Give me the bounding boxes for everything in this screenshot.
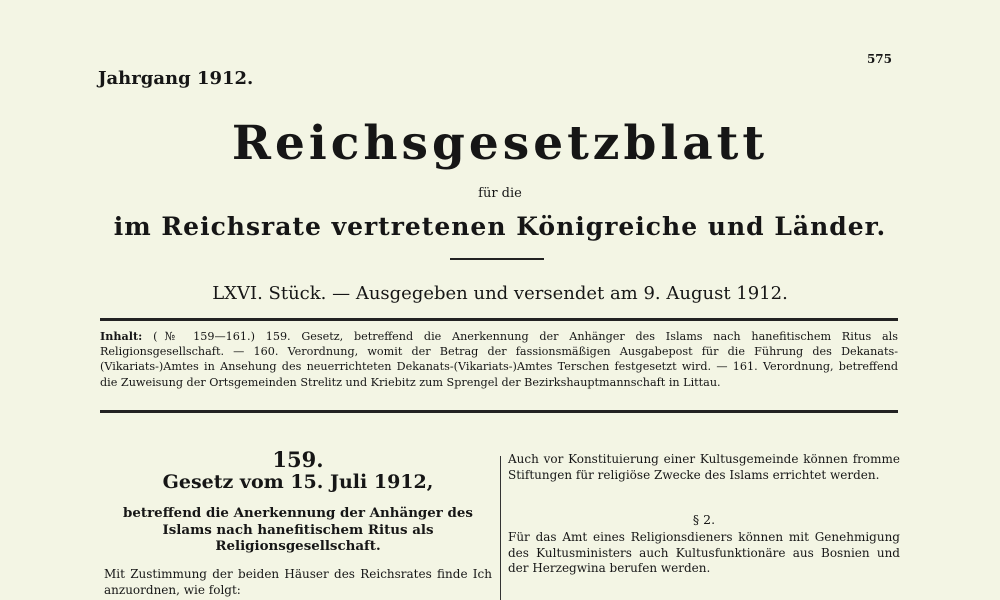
contents-block (100, 329, 898, 390)
contents-bottom-rule (100, 410, 898, 413)
contents-text: (№ 159—161.) 159. Gesetz, betreffend die Anerkennung der Anhänger des Islams nach hanefitischem Ritus als Religionsgesellschaft. — 160. Verordnung, womit der Betrag der fassionsmäßigen Ausgabepost für die Führung des Dekanats-(Vikariats-)Amtes in Ansehung des neuerrichteten Dekanats-(Vikariats-)Amtes Terschen festgesetzt wird. — 161. Verordnung, betreffend die Zuweisung der Ortsgemeinden Strelitz und Kriebitz zum Sprengel der Bezirkshauptmannschaft in Littau. (100, 330, 898, 389)
gazette-subtitle: im Reichsrate vertretenen Königreiche und Länder. (113, 212, 887, 241)
section-heading: § 2. (692, 512, 716, 527)
article-title: Gesetz vom 15. Juli 1912, (162, 471, 434, 493)
page-number: 575 (866, 52, 892, 66)
title-connector: für die (478, 186, 522, 201)
article-subject: betreffend die Anerkennung der Anhänger des Islams nach hanefitischem Ritus als Religionsgesellschaft. (123, 505, 473, 554)
article-number: 159. (272, 447, 324, 472)
article-preamble: Mit Zustimmung der beiden Häuser des Reichsrates finde Ich anzuordnen, wie folgt: (104, 567, 492, 597)
right-column-paragraph-1: Auch vor Konstituierung einer Kultusgemeinde können fromme Stiftungen für religiöse Zwecke des Islams errichtet werden. (508, 452, 900, 482)
contents-top-rule (100, 318, 898, 321)
gazette-title: Reichsgesetzblatt (231, 116, 769, 171)
year-label: Jahrgang 1912. (98, 68, 254, 89)
contents-label: Inhalt: (100, 329, 143, 343)
column-divider (500, 456, 501, 600)
right-column-paragraph-2: Für das Amt eines Religionsdieners können mit Genehmigung des Kultusministers auch Kultusfunktionäre aus Bosnien und der Herzegwina berufen werden. (508, 530, 900, 575)
issue-line: LXVI. Stück. — Ausgegeben und versendet am 9. August 1912. (212, 283, 788, 304)
title-divider (450, 258, 544, 260)
